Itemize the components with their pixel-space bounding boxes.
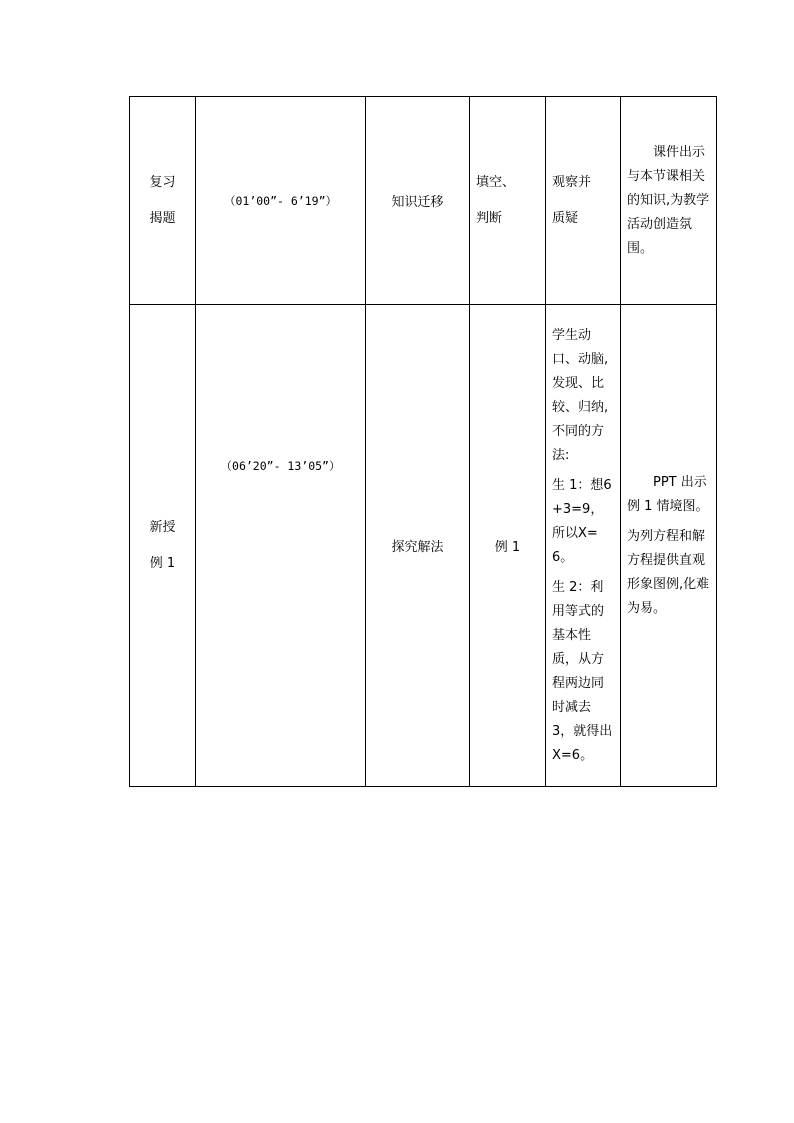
table-row [130, 97, 717, 305]
method-line: 填空、 [476, 174, 516, 190]
student-paragraph: 生 1：想6+3=9，所以X=6。 [552, 477, 612, 565]
method-cell [470, 97, 546, 305]
design-paragraph: PPT 出示例 1 情境图。 [627, 474, 709, 514]
time-range: （06’20”- 13’05”） [220, 459, 341, 473]
method-text: 例 1 [494, 540, 521, 555]
stage-line: 揭题 [149, 210, 176, 226]
design-paragraph: 课件出示与本节课相关的知识,为教学活动创造氛围。 [627, 144, 710, 256]
content-text: 探究解法 [391, 540, 444, 555]
table-row [130, 305, 717, 787]
student-line: 质疑 [552, 210, 579, 226]
stage-line: 例 1 [149, 555, 176, 571]
stage-line: 新授 [149, 519, 176, 535]
content-text: 知识迁移 [391, 195, 444, 210]
time-range: （01’00”- 6’19”） [223, 193, 337, 208]
content-cell [366, 305, 470, 787]
student-paragraph: 生 2：利用等式的基本性质，从方程两边同时减去 3，就得出 X=6。 [552, 579, 613, 763]
design-intent-cell [621, 305, 717, 787]
design-paragraph: 为列方程和解方程提供直观形象图例,化难为易。 [627, 528, 710, 616]
student-line: 观察并 [552, 174, 592, 190]
student-activity-cell [546, 305, 621, 787]
design-intent-cell [621, 97, 717, 305]
stage-cell [130, 305, 196, 787]
stage-line: 复习 [149, 174, 176, 190]
lesson-plan-table [129, 96, 717, 787]
student-paragraph: 学生动口、动脑,发现、比较、归纳,不同的方法: [552, 327, 609, 463]
method-cell [470, 305, 546, 787]
time-cell [196, 305, 366, 787]
student-activity-cell [546, 97, 621, 305]
time-cell [196, 97, 366, 305]
content-cell [366, 97, 470, 305]
stage-cell [130, 97, 196, 305]
method-line: 判断 [476, 210, 503, 226]
